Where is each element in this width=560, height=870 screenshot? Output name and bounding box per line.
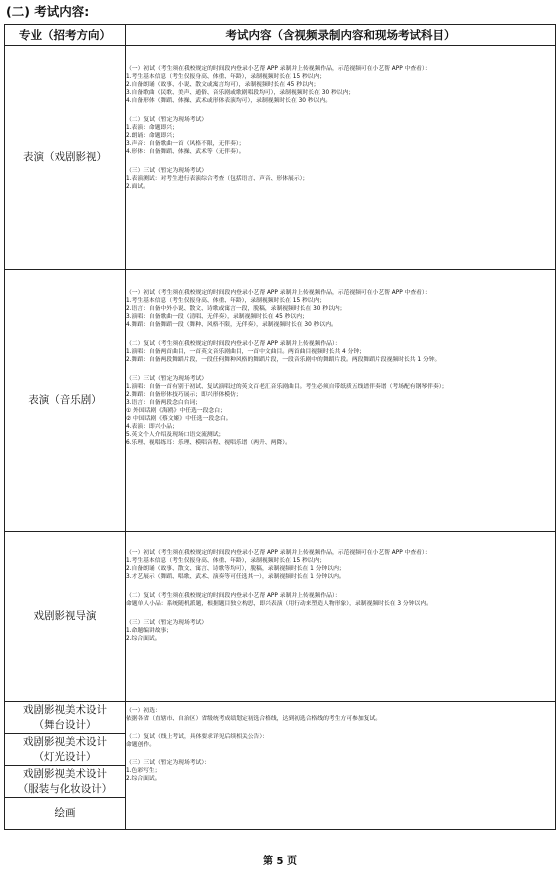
header-content: 考试内容（含视频录制内容和现场考试科目） (126, 25, 556, 46)
round-item: 1.色彩写生； (126, 768, 161, 774)
exam-round (126, 289, 555, 329)
major-name: 戏剧影视美术设计 (23, 703, 107, 716)
round-item: 命题单人小品：系统随机派题，根据题目独立构思，即兴表演（用行动来塑造人物形象），录制视频时长在 3 分钟以内。 (126, 601, 432, 607)
content-cell (126, 532, 556, 702)
round-item: 2.面试。 (126, 184, 149, 190)
round-item: 2.综合面试。 (126, 776, 161, 782)
table-row (5, 702, 556, 734)
exam-round (126, 707, 555, 723)
major-name: 绘画 (54, 807, 76, 819)
content-cell (126, 46, 556, 270)
round-title: （二）复试（线上考试，具体要求详见后续相关公告）： (126, 734, 269, 740)
round-title: （一）初选： (126, 708, 161, 714)
round-title: （二）复试（考生须在我校规定的时间段内登录小艺帮 APP 录制并上传视频作品）： (126, 341, 341, 347)
content-cell (126, 270, 556, 532)
round-item: 2.综合面试。 (126, 636, 161, 642)
header-major: 专业（招考方向） (5, 25, 126, 46)
major-cell: 戏剧影视导演 (5, 532, 126, 702)
round-item: 4.形体：自备舞蹈、体操、武术等（无伴奏）。 (126, 149, 245, 155)
round-item: 1.考生基本信息（考生仅报身高、体重、年龄），录制视频时长在 15 秒以内； (126, 74, 326, 80)
major-name: 戏剧影视美术设计 (23, 767, 107, 780)
round-item: 依据各省（直辖市、自治区）省级统考成绩划定初选合格线，达到初选合格线的考生方可参加复试。 (126, 716, 382, 722)
round-title: （一）初试（考生须在我校规定的时间段内登录小艺帮 APP 录制并上传视频作品，示范视频可在小艺帮 APP 中查看）： (126, 66, 431, 72)
major-cell: 表演（音乐剧） (5, 270, 126, 532)
round-item: 3.才艺展示（舞蹈、唱歌、武术、演奏等可任选其一），录制视频时长在 1 分钟以内。 (126, 574, 345, 580)
exam-round (126, 167, 555, 191)
exam-round (126, 759, 555, 783)
content-cell (126, 702, 556, 830)
exam-content-table (4, 24, 556, 830)
table-header-row (5, 25, 556, 46)
major-name: 戏剧影视美术设计 (23, 735, 107, 748)
round-item: 2.朗诵：命题即兴； (126, 133, 178, 139)
round-item: ② 中国话剧《蔡文姬》中任选一段念白。 (126, 416, 232, 422)
round-item: 3.自备歌曲（民歌、美声、通俗、音乐剧或歌剧唱段均可），录制视频时长在 30 秒以内； (126, 90, 355, 96)
round-title: （三）三试（暂定为现场考试） (126, 620, 208, 626)
table-row (5, 270, 556, 532)
round-item: 4.自备形体（舞蹈、体操、武术或形体表演均可），录制视频时长在 30 秒以内。 (126, 98, 331, 104)
round-item: 5.英文个人介绍及现场口语交流测试； (126, 432, 225, 438)
major-cell (5, 734, 126, 766)
major-direction: （舞台设计） (33, 718, 97, 731)
round-item: 6.乐理、视唱练耳：乐理、模唱音程、视唱乐谱（两升、两降）。 (126, 440, 291, 446)
round-item: 3.演唱：自备歌曲一段（清唱、无伴奏），录制视频时长在 45 秒以内； (126, 314, 308, 320)
major-direction: （灯光设计） (33, 750, 97, 763)
round-title: （二）复试（暂定为现场考试） (126, 117, 208, 123)
exam-round (126, 65, 555, 105)
round-title: （二）复试（考生须在我校规定的时间段内登录小艺帮 APP 录制并上传视频作品）： (126, 593, 341, 599)
round-title: （一）初试（考生须在我校规定的时间段内登录小艺帮 APP 录制并上传视频作品，示范视频可在小艺帮 APP 中查看）： (126, 550, 431, 556)
round-title: （三）三试（暂定为现场考试） (126, 376, 208, 382)
round-item: 1.命题编讲故事； (126, 628, 173, 634)
round-item: 1.表演测试：对考生进行表演综合考查（包括语言、声音、形体展示）； (126, 176, 309, 182)
section-heading: (二) 考试内容: (6, 4, 90, 19)
major-cell (5, 766, 126, 798)
round-title: （三）三试（暂定为现场考试） (126, 168, 208, 174)
round-item: 2.舞蹈：自备形体技巧展示；即兴形体模仿； (126, 392, 242, 398)
round-item: 4.表演：即兴小品； (126, 424, 178, 430)
round-item: 2.语言：自备中外小说、散文、诗歌或寓言一段，脱稿，录制视频时长在 30 秒以内； (126, 306, 346, 312)
exam-round (126, 549, 555, 581)
round-item: 命题创作。 (126, 742, 155, 748)
exam-round (126, 619, 555, 643)
round-item: ① 外国话剧《海鸥》中任选一段念白； (126, 408, 226, 414)
round-item: 1.演唱：自备两首曲目，一首英文音乐剧曲目，一首中文曲目。两首曲目视频时长共 4 分钟； (126, 349, 365, 355)
exam-round (126, 116, 555, 156)
round-item: 4.舞蹈：自备舞蹈一段（舞种、风格不限，无伴奏），录制视频时长在 30 秒以内。 (126, 322, 337, 328)
exam-round (126, 340, 555, 364)
exam-round (126, 733, 555, 749)
round-item: 1.考生基本信息（考生仅报身高、体重、年龄），录制视频时长在 15 秒以内； (126, 298, 326, 304)
exam-round (126, 375, 555, 447)
round-title: （一）初试（考生须在我校规定的时间段内登录小艺帮 APP 录制并上传视频作品，示范视频可在小艺帮 APP 中查看）： (126, 290, 431, 296)
major-cell (5, 798, 126, 830)
round-item: 2.自备朗诵（故事、小说、散文或寓言均可），录制视频时长在 45 秒以内； (126, 82, 320, 88)
major-direction: （服装与化妆设计） (17, 782, 113, 795)
exam-round (126, 592, 555, 608)
round-item: 2.自备朗诵（故事、散文、寓言、诗歌等均可），脱稿，录制视频时长在 1 分钟以内； (126, 566, 345, 572)
round-title: （三）三试（暂定为现场考试）： (126, 760, 211, 766)
table-row (5, 46, 556, 270)
round-item: 3.声音：自备歌曲一首（风格不限，无伴奏）； (126, 141, 245, 147)
major-cell: 表演（戏剧影视） (5, 46, 126, 270)
round-item: 2.舞蹈：自备两段舞蹈片段，一段任何舞种风格的舞蹈片段，一段音乐剧中的舞蹈片段。两段舞蹈片段视频时长共 1 分钟。 (126, 357, 441, 363)
major-cell (5, 702, 126, 734)
round-item: 1.演唱：自备一首有别于初试、复试演唱过的英文百老汇音乐剧曲目。考生必须自带纸质五线谱伴奏谱（考场配有钢琴伴奏）； (126, 384, 448, 390)
round-item: 1.考生基本信息（考生仅报身高、体重、年龄），录制视频时长在 15 秒以内； (126, 558, 326, 564)
table-row (5, 532, 556, 702)
page-number: 第 5 页 (263, 856, 297, 867)
round-item: 1.表演：命题即兴； (126, 125, 178, 131)
round-item: 3.语言：自备两段念白台词； (126, 400, 202, 406)
